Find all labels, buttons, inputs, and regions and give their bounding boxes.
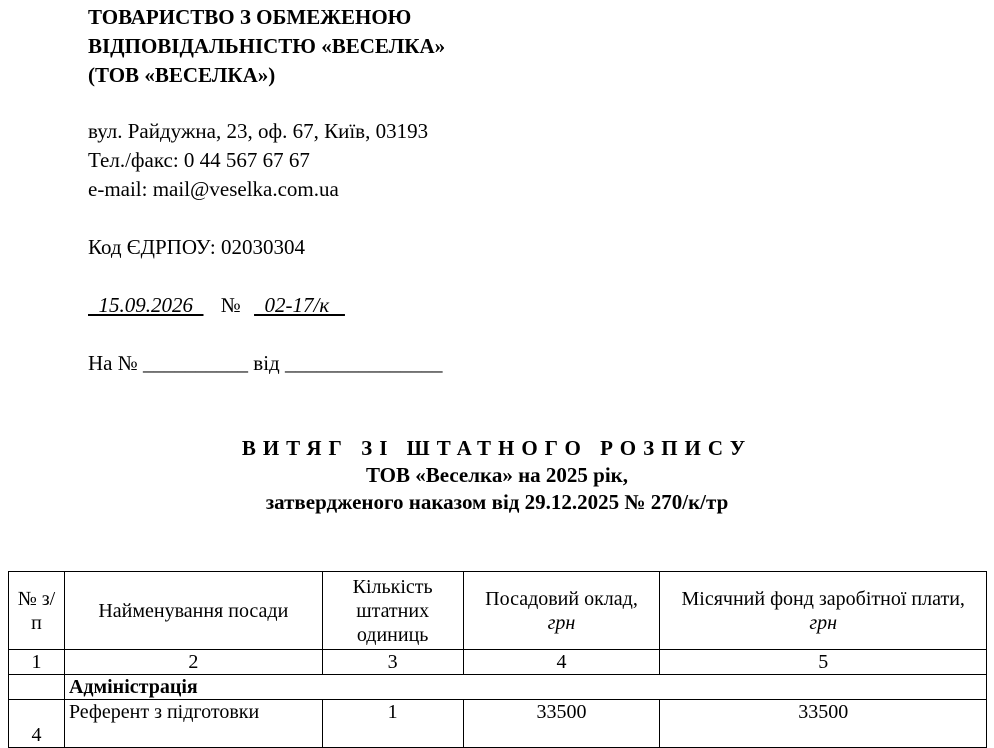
col-number: 1	[9, 650, 65, 675]
org-name-line2: ВІДПОВІДАЛЬНІСТЮ «ВЕСЕЛКА»	[88, 34, 446, 58]
org-email: e-mail: mail@veselka.com.ua	[88, 177, 339, 201]
document-approval-line: затвердженого наказом від 29.12.2025 № 270/к/тр	[265, 490, 729, 514]
org-phone: Тел./факс: 0 44 567 67 67	[88, 148, 310, 172]
row-num: 4	[9, 700, 65, 748]
outgoing-date: 15.09.2026	[88, 293, 204, 317]
col-number: 5	[660, 650, 987, 675]
outgoing-ref	[88, 291, 345, 320]
header-count: Кількість штатних одиниць	[322, 572, 463, 650]
header-num: № з/п	[9, 572, 65, 650]
col-number: 2	[64, 650, 322, 675]
header-salary-label: Посадовий оклад,	[485, 587, 638, 610]
header-salary	[463, 572, 660, 650]
header-position: Найменування посади	[64, 572, 322, 650]
org-header	[88, 3, 445, 90]
column-number-row	[9, 650, 987, 675]
header-fund-label: Місячний фонд заробітної плати,	[681, 587, 965, 610]
table-row	[9, 700, 987, 748]
row-position: Референт з підготовки	[64, 700, 322, 748]
document-title: ВИТЯГ ЗІ ШТАТНОГО РОЗПИСУ	[241, 436, 753, 460]
org-edrpou: Код ЄДРПОУ: 02030304	[88, 235, 305, 259]
col-number: 4	[463, 650, 660, 675]
header-fund-unit: грн	[809, 611, 838, 634]
row-count: 1	[322, 700, 463, 748]
section-row	[9, 675, 987, 700]
row-fund: 33500	[660, 700, 987, 748]
org-short-name: (ТОВ «ВЕСЕЛКА»)	[88, 63, 276, 87]
section-title: Адміністрація	[64, 675, 986, 700]
staffing-table	[8, 571, 987, 748]
outgoing-number-sign: №	[220, 293, 241, 317]
org-name-line1: ТОВАРИСТВО З ОБМЕЖЕНОЮ	[88, 5, 412, 29]
col-number: 3	[322, 650, 463, 675]
row-salary: 33500	[463, 700, 660, 748]
header-salary-unit: грн	[547, 611, 576, 634]
document-subtitle: ТОВ «Веселка» на 2025 рік,	[365, 463, 629, 487]
table-header-row	[9, 572, 987, 650]
org-address: вул. Райдужна, 23, оф. 67, Київ, 03193	[88, 119, 429, 143]
reply-to-line: На № __________ від _______________	[88, 351, 443, 375]
header-fund	[660, 572, 987, 650]
outgoing-number: 02-17/к	[254, 293, 345, 317]
